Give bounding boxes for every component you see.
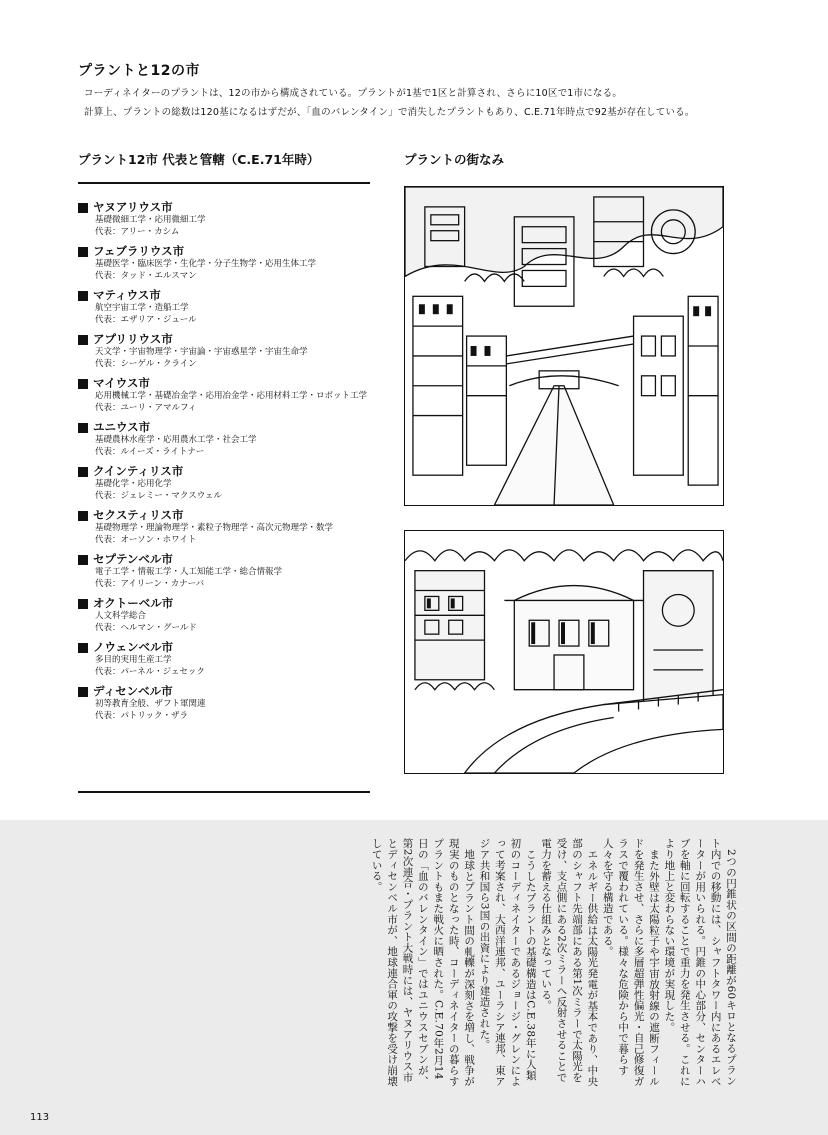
city-name-text: ユニウス市 <box>93 420 151 434</box>
city-fields: 初等教育全般、ザフト軍関連 <box>95 699 206 709</box>
city-name <box>78 420 378 435</box>
article-body <box>368 838 738 1088</box>
city-name <box>78 552 378 567</box>
city-fields: 基礎化学・応用化学 <box>95 479 172 489</box>
city-name <box>78 244 378 259</box>
city-fields: 基礎医学・臨床医学・生化学・分子生物学・応用生体工学 <box>95 259 317 269</box>
city-fields: 応用機械工学・基礎冶金学・応用冶金学・応用材料工学・ロボット工学 <box>95 391 368 401</box>
article-paragraph: また外壁は太陽粒子や宇宙放射線の遮断フィールドを発生させ、さらに多層超弾性偏光・自己修復ガラスで覆われている。様々な危険から中で暮らす人々を守る構造である。 <box>601 838 660 1087</box>
square-bullet-icon <box>78 379 88 389</box>
city-name-text: ヤヌアリウス市 <box>93 200 173 214</box>
city-name <box>78 684 378 699</box>
city-name-text: マイウス市 <box>93 376 150 390</box>
square-bullet-icon <box>78 291 88 301</box>
city-entry <box>78 552 378 590</box>
square-bullet-icon <box>78 555 88 565</box>
article-paragraph: 地球とプラント間の軋轢が深刻さを増し、戦争が現実のものとなった時、コーディネイターの暮らすプラントもまた戦火に晒された。C.E.70年2月14日の「血のバレンタイン」ではユニウスセブンが、第2次連合・プラント大戦時には、ヤヌアリウス市とディセンベル市が、地球連合軍の攻撃を受け崩壊している。 <box>370 838 476 1087</box>
city-fields: 電子工学・情報工学・人工知能工学・総合情報学 <box>95 567 283 577</box>
city-representative: 代表：ジェレミー・マクスウェル <box>95 490 222 501</box>
city-name-text: マティウス市 <box>93 288 161 302</box>
city-representative: 代表：アイリーン・カナーバ <box>95 578 205 589</box>
city-name <box>78 288 378 303</box>
square-bullet-icon <box>78 643 88 653</box>
intro-text <box>84 84 804 122</box>
square-bullet-icon <box>78 423 88 433</box>
city-name-text: ディセンベル市 <box>93 684 173 698</box>
intro-line: コーディネイターのプラントは、12の市から構成されている。プラントが1基で1区と計算され、さらに10区で1市になる。 <box>84 88 623 99</box>
city-name <box>78 640 378 655</box>
city-name-text: アプリリウス市 <box>93 332 173 346</box>
city-entry <box>78 640 378 678</box>
street-artwork <box>405 531 723 773</box>
city-entry <box>78 596 378 634</box>
square-bullet-icon <box>78 687 88 697</box>
city-name <box>78 464 378 479</box>
city-entry <box>78 332 378 370</box>
city-fields: 多目的実用生産工学 <box>95 655 172 665</box>
city-name-text: ノウェンベル市 <box>93 640 174 654</box>
page-number: 113 <box>30 1112 50 1123</box>
city-representative: 代表：タッド・エルスマン <box>95 270 197 281</box>
city-name <box>78 332 378 347</box>
square-bullet-icon <box>78 599 88 609</box>
city-representative: 代表：パトリック・ザラ <box>95 710 188 721</box>
city-list <box>78 200 378 728</box>
city-entry <box>78 420 378 458</box>
article-paragraph: こうしたプラントの基礎構造はC.E.38年に人類初のコーディネイターであるジョージ・グレンによって考案され、大西洋連邦、ユーラシア連邦、東アジア共和国ら3国の出資により建造された。 <box>478 838 537 1087</box>
city-entry <box>78 508 378 546</box>
city-representative: 代表：アリー・カシム <box>95 226 180 237</box>
section-title: プラントと12の市 <box>78 63 200 79</box>
gallery-heading: プラントの街なみ <box>404 152 505 167</box>
city-fields: 基礎物理学・理論物理学・素粒子物理学・高次元物理学・数学 <box>95 523 334 533</box>
city-name <box>78 376 378 391</box>
city-fields: 天文学・宇宙物理学・宇宙論・宇宙惑星学・宇宙生命学 <box>95 347 308 357</box>
city-representative: 代表：パーネル・ジェセック <box>95 666 205 677</box>
city-name <box>78 596 378 611</box>
city-representative: 代表：シーゲル・クライン <box>95 358 197 369</box>
city-name-text: クインティリス市 <box>93 464 184 478</box>
square-bullet-icon <box>78 247 88 257</box>
city-entry <box>78 684 378 722</box>
list-bottom-rule <box>78 791 370 793</box>
city-fields: 基礎農林水産学・応用農水工学・社会工学 <box>95 435 257 445</box>
intro-line: 計算上、プラントの総数は120基になるはずだが、「血のバレンタイン」で消失したプラントもあり、C.E.71年時点で92基が存在している。 <box>84 107 695 118</box>
city-representative: 代表：ユーリ・アマルフィ <box>95 402 197 413</box>
city-name-text: セプテンベル市 <box>93 552 173 566</box>
city-name <box>78 508 378 523</box>
city-list-heading: プラント12市 代表と管轄（C.E.71年時） <box>78 150 370 184</box>
city-representative: 代表：オーソン・ホワイト <box>95 534 197 545</box>
city-name <box>78 200 378 215</box>
city-entry <box>78 464 378 502</box>
city-fields: 基礎微細工学・応用微細工学 <box>95 215 206 225</box>
city-representative: 代表：エザリア・ジュール <box>95 314 197 325</box>
city-entry <box>78 200 378 238</box>
city-fields: 航空宇宙工学・造船工学 <box>95 303 189 313</box>
article-paragraph: エネルギー供給は太陽光発電が基本であり、中央部のシャフト先端部にある第1次ミラーで太陽光を受け、支点側にある2次ミラーへ反射させることで電力を蓄える仕組みとなっている。 <box>540 838 599 1087</box>
city-name-text: セクスティリス市 <box>93 508 184 522</box>
city-name-text: フェブラリウス市 <box>93 244 185 258</box>
city-fields: 人文科学総合 <box>95 611 147 621</box>
square-bullet-icon <box>78 467 88 477</box>
city-name-text: オクトーベル市 <box>93 596 174 610</box>
city-entry <box>78 244 378 282</box>
city-entry <box>78 376 378 414</box>
square-bullet-icon <box>78 335 88 345</box>
plant-street-illustration <box>404 530 724 774</box>
city-representative: 代表：ヘルマン・グールド <box>95 622 197 633</box>
city-entry <box>78 288 378 326</box>
city-representative: 代表：ルイーズ・ライトナー <box>95 446 205 457</box>
article-paragraph: 2つの円錐状の区間の距離が60キロとなるプラント内での移動には、シャフトタワー内にあるエレベーターが用いられる。円錐の中心部分、センターハブを軸に回転することで重力を発生させる。これにより地上と変わらない環境が実現した。 <box>663 838 737 1087</box>
plant-interior-illustration <box>404 186 724 506</box>
interior-artwork <box>405 187 723 505</box>
square-bullet-icon <box>78 511 88 521</box>
square-bullet-icon <box>78 203 88 213</box>
